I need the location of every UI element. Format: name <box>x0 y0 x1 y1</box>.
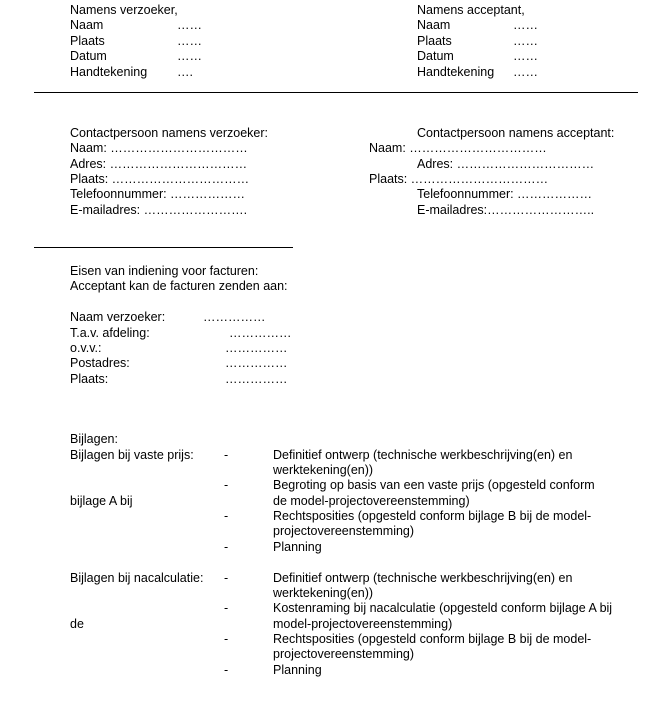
sig-right-plaats-value: …… <box>513 34 538 48</box>
vast-item-2-line-2: de model-projectovereenstemming) <box>273 494 470 508</box>
contact-right-naam: Naam: …………………………… <box>369 141 547 155</box>
nacalc-item-3-line-2: projectovereenstemming) <box>273 647 415 661</box>
sig-left-plaats-value: …… <box>177 34 202 48</box>
list-dash: - <box>224 448 229 462</box>
sig-left-handtekening-label: Handtekening <box>70 65 148 79</box>
nacalc-item-1-line-1: Definitief ontwerp (technische werkbeschrijving(en) en <box>273 571 573 585</box>
sig-left-datum-value: …… <box>177 49 202 63</box>
sig-left-heading: Namens verzoeker, <box>70 3 178 17</box>
bijlagen-nacalc-extra: de <box>70 617 84 631</box>
contact-left-telefoon: Telefoonnummer: ……………… <box>70 187 246 201</box>
invoice-afdeling-label: T.a.v. afdeling: <box>70 326 150 340</box>
sig-right-naam-value: …… <box>513 18 538 32</box>
vast-item-4-line-1: Planning <box>273 540 322 554</box>
list-dash: - <box>224 571 229 585</box>
invoice-plaats-value: …………… <box>225 372 288 386</box>
contact-left-email: E-mailadres: ……………………. <box>70 203 248 217</box>
sig-left-plaats-label: Plaats <box>70 34 105 48</box>
list-dash: - <box>224 478 229 492</box>
invoice-requirements-heading: Eisen van indiening voor facturen: <box>70 264 259 278</box>
invoice-afdeling-value: …………… <box>229 326 292 340</box>
sig-left-datum-label: Datum <box>70 49 107 63</box>
vast-item-3-line-1: Rechtsposities (opgesteld conform bijlage B bij de model- <box>273 509 592 523</box>
nacalc-item-3-line-1: Rechtsposities (opgesteld conform bijlage B bij de model- <box>273 632 592 646</box>
sig-left-naam-label: Naam <box>70 18 104 32</box>
list-dash: - <box>224 601 229 615</box>
list-dash: - <box>224 509 229 523</box>
list-dash: - <box>224 632 229 646</box>
sig-right-datum-value: …… <box>513 49 538 63</box>
contact-left-adres: Adres: …………………………… <box>70 157 248 171</box>
invoice-postadres-label: Postadres: <box>70 356 130 370</box>
sig-right-naam-label: Naam <box>417 18 451 32</box>
list-dash: - <box>224 663 229 677</box>
contact-left-heading: Contactpersoon namens verzoeker: <box>70 126 269 140</box>
invoice-naam-value: …………… <box>203 310 266 324</box>
invoice-ovv-label: o.v.v.: <box>70 341 102 355</box>
sig-right-datum-label: Datum <box>417 49 454 63</box>
bijlagen-nacalc-label: Bijlagen bij nacalculatie: <box>70 571 204 585</box>
sig-left-handtekening-value: …. <box>177 65 193 79</box>
invoice-send-to: Acceptant kan de facturen zenden aan: <box>70 279 288 293</box>
invoice-postadres-value: …………… <box>225 356 288 370</box>
vast-item-1-line-1: Definitief ontwerp (technische werkbeschrijving(en) en <box>273 448 573 462</box>
invoice-ovv-value: …………… <box>225 341 288 355</box>
divider-signatures <box>34 92 638 93</box>
sig-right-handtekening-value: …… <box>513 65 538 79</box>
nacalc-item-1-line-2: werktekening(en)) <box>273 586 374 600</box>
list-dash: - <box>224 540 229 554</box>
contact-left-plaats: Plaats: …………………………… <box>70 172 250 186</box>
contact-right-heading: Contactpersoon namens acceptant: <box>417 126 615 140</box>
sig-right-heading: Namens acceptant, <box>417 3 525 17</box>
invoice-plaats-label: Plaats: <box>70 372 109 386</box>
sig-right-plaats-label: Plaats <box>417 34 452 48</box>
divider-contact <box>34 247 293 248</box>
contact-right-email: E-mailadres:…………………….. <box>417 203 595 217</box>
sig-left-naam-value: …… <box>177 18 202 32</box>
nacalc-item-2-line-1: Kostenraming bij nacalculatie (opgesteld conform bijlage A bij <box>273 601 613 615</box>
vast-item-2-line-1: Begroting op basis van een vaste prijs (opgesteld conform <box>273 478 595 492</box>
contact-left-naam: Naam: …………………………… <box>70 141 248 155</box>
nacalc-item-2-line-2: model-projectovereenstemming) <box>273 617 453 631</box>
contact-right-plaats: Plaats: …………………………… <box>369 172 549 186</box>
nacalc-item-4-line-1: Planning <box>273 663 322 677</box>
bijlagen-vast-extra: bijlage A bij <box>70 494 133 508</box>
bijlagen-title: Bijlagen: <box>70 432 118 446</box>
sig-right-handtekening-label: Handtekening <box>417 65 495 79</box>
bijlagen-vast-label: Bijlagen bij vaste prijs: <box>70 448 194 462</box>
invoice-naam-label: Naam verzoeker: <box>70 310 166 324</box>
vast-item-1-line-2: werktekening(en)) <box>273 463 374 477</box>
contact-right-telefoon: Telefoonnummer: ……………… <box>417 187 593 201</box>
vast-item-3-line-2: projectovereenstemming) <box>273 524 415 538</box>
contact-right-adres: Adres: …………………………… <box>417 157 595 171</box>
